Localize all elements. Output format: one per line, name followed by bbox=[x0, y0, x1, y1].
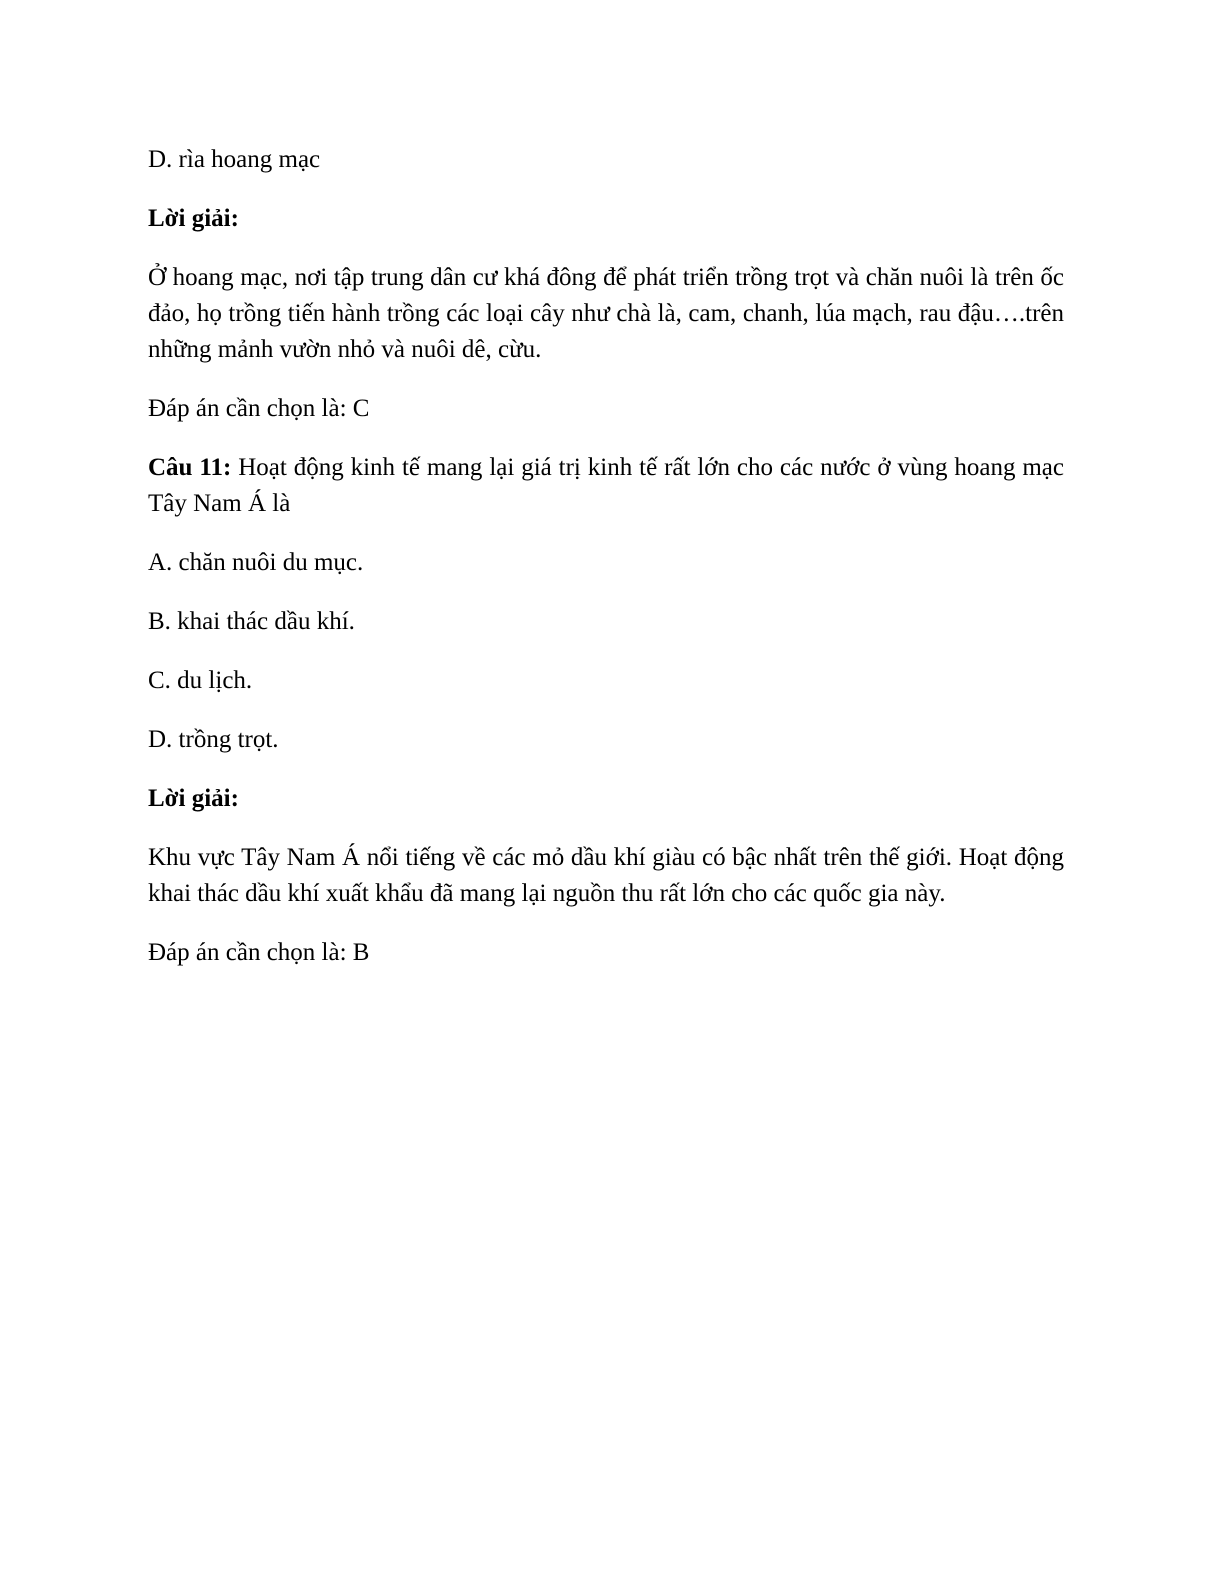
option-d: D. trồng trọt. bbox=[148, 726, 279, 753]
question-11 bbox=[148, 450, 1064, 522]
question-text: Hoạt động kinh tế mang lại giá trị kinh tế rất lớn cho các nước ở vùng hoang mạc Tây Nam Á là bbox=[148, 454, 1064, 517]
solution-heading: Lời giải: bbox=[148, 205, 239, 232]
option-c: C. du lịch. bbox=[148, 667, 253, 694]
option-a: A. chăn nuôi du mục. bbox=[148, 549, 364, 576]
question-label: Câu 11: bbox=[148, 454, 232, 481]
solution-heading: Lời giải: bbox=[148, 785, 239, 812]
solution-explanation: Khu vực Tây Nam Á nổi tiếng về các mỏ dầu khí giàu có bậc nhất trên thế giới. Hoạt động khai thác dầu khí xuất khẩu đã mang lại nguồn thu rất lớn cho các quốc gia này. bbox=[148, 844, 1064, 907]
solution-explanation: Ở hoang mạc, nơi tập trung dân cư khá đông để phát triển trồng trọt và chăn nuôi là trên ốc đảo, họ trồng tiến hành trồng các loại cây như chà là, cam, chanh, lúa mạch, rau đậu….trên những mảnh vườn nhỏ và nuôi dê, cừu. bbox=[148, 264, 1064, 363]
option-b: B. khai thác dầu khí. bbox=[148, 608, 355, 635]
answer-line: Đáp án cần chọn là: C bbox=[148, 395, 370, 422]
option-d: D. rìa hoang mạc bbox=[148, 146, 321, 173]
document-page bbox=[148, 142, 1064, 994]
answer-line: Đáp án cần chọn là: B bbox=[148, 939, 370, 966]
